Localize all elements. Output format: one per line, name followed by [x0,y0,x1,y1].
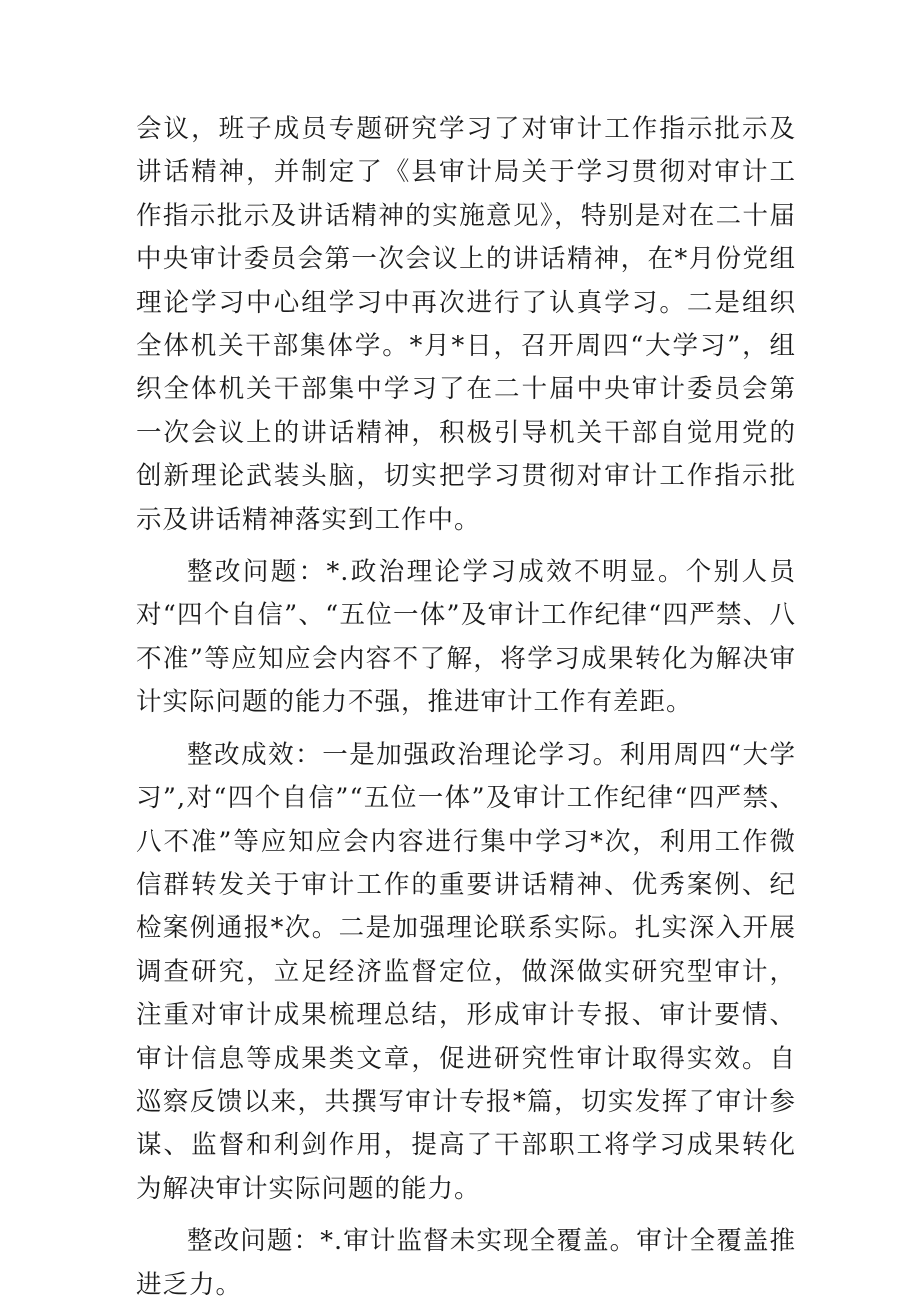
paragraph-rectification-result: 整改成效：一是加强政治理论学习。利用周四“大学习”,对“四个自信”“五位一体”及审计工作纪律“四严禁、八不准”等应知应会内容进行集中学习*次，利用工作微信群转发关于审计工作的重要讲话精神、优秀案例、纪检案例通报*次。二是加强理论联系实际。扎实深入开展调查研究，立足经济监督定位，做深做实研究型审计，注重对审计成果梳理总结，形成审计专报、审计要情、审计信息等成果类文章，促进研究性审计取得实效。自巡察反馈以来，共撰写审计专报*篇，切实发挥了审计参谋、监督和利剑作用，提高了干部职工将学习成果转化为解决审计实际问题的能力。 [136,739,796,1204]
paragraph-rectification-issue-1: 整改问题：*.政治理论学习成效不明显。个别人员对“四个自信”、“五位一体”及审计工作纪律“四严禁、八不准”等应知应会内容不了解，将学习成果转化为解决审计实际问题的能力不强，推进审计工作有差距。 [136,557,796,718]
paragraph-rectification-issue-2: 整改问题：*.审计监督未实现全覆盖。审计全覆盖推进乏力。 [136,1226,796,1300]
document-body [136,108,796,1307]
paragraph-meeting-study: 会议，班子成员专题研究学习了对审计工作指示批示及讲话精神，并制定了《县审计局关于学习贯彻对审计工作指示批示及讲话精神的实施意见》，特别是对在二十届中央审计委员会第一次会议上的讲话精神，在*月份党组理论学习中心组学习中再次进行了认真学习。二是组织全体机关干部集体学。*月*日，召开周四“大学习”，组织全体机关干部集中学习了在二十届中央审计委员会第一次会议上的讲话精神，积极引导机关干部自觉用党的创新理论武装头脑，切实把学习贯彻对审计工作指示批示及讲话精神落实到工作中。 [136,114,796,535]
